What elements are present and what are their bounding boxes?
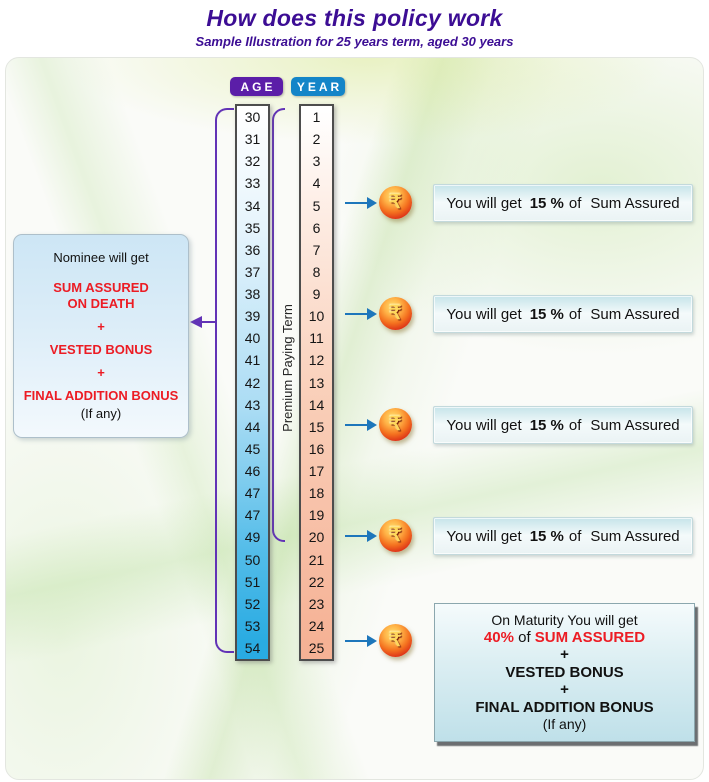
age-cell: 43 (244, 396, 261, 413)
year-cell: 13 (308, 374, 325, 391)
age-column-header: AGE (230, 77, 283, 96)
plus-sign: + (560, 681, 569, 698)
payout-text: You will get (446, 305, 522, 323)
year-cell: 9 (312, 286, 321, 303)
payout-percent: 15 % (529, 194, 564, 212)
year-cell: 10 (308, 308, 325, 325)
age-cell: 47 (244, 485, 261, 502)
payout-arrow-line (345, 535, 368, 537)
age-cell: 47 (244, 507, 261, 524)
age-cell: 49 (244, 529, 261, 546)
age-cell: 40 (244, 330, 261, 347)
age-cell: 35 (244, 219, 261, 236)
page-title: How does this policy work (206, 5, 503, 31)
payout-percent: 15 % (529, 305, 564, 323)
rupee-symbol: ₹ (389, 414, 402, 435)
rupee-coin-icon (379, 624, 412, 657)
payout-arrow-head-icon (367, 635, 377, 647)
payout-box-year-10 (433, 295, 693, 333)
rupee-symbol: ₹ (389, 303, 402, 324)
age-cell: 51 (244, 573, 261, 590)
nominee-vested-bonus: VESTED BONUS (49, 342, 153, 357)
plus-sign: + (97, 365, 105, 380)
year-cell: 21 (308, 551, 325, 568)
age-cell: 37 (244, 263, 261, 280)
maturity-if-any: (If any) (542, 716, 587, 732)
nominee-if-any: (If any) (80, 406, 122, 421)
age-cell: 31 (244, 131, 261, 148)
age-cell: 42 (244, 374, 261, 391)
year-cell: 1 (312, 109, 321, 126)
payout-of: of (568, 527, 582, 545)
year-cell: 7 (312, 241, 321, 258)
age-cell: 41 (244, 352, 261, 369)
year-column (299, 104, 334, 661)
age-cell: 50 (244, 551, 261, 568)
year-cell: 4 (312, 175, 321, 192)
age-cell: 30 (244, 109, 261, 126)
age-cell: 38 (244, 286, 261, 303)
maturity-vested-bonus: VESTED BONUS (505, 664, 624, 681)
payout-text: You will get (446, 194, 522, 212)
age-cell: 36 (244, 241, 261, 258)
payout-arrow-line (345, 640, 368, 642)
rupee-symbol: ₹ (389, 630, 402, 651)
payout-arrow-line (345, 202, 368, 204)
nominee-arrow-line (201, 321, 217, 323)
age-cell: 39 (244, 308, 261, 325)
page-subtitle: Sample Illustration for 25 years term, aged 30 years (195, 34, 514, 49)
year-cell: 22 (308, 573, 325, 590)
age-cell: 34 (244, 197, 261, 214)
maturity-sum-assured-line (484, 629, 645, 646)
year-cell: 3 (312, 153, 321, 170)
year-cell: 12 (308, 352, 325, 369)
payout-text: You will get (446, 416, 522, 434)
age-cell: 52 (244, 595, 261, 612)
payout-sum-assured: Sum Assured (590, 194, 680, 212)
payout-box-year-5 (433, 184, 693, 222)
year-cell: 18 (308, 485, 325, 502)
plus-sign: + (97, 319, 105, 334)
payout-box-year-20 (433, 517, 693, 555)
premium-paying-term-label: Premium Paying Term (280, 304, 295, 432)
year-cell: 2 (312, 131, 321, 148)
payout-arrow-head-icon (367, 419, 377, 431)
payout-of: of (568, 194, 582, 212)
age-cell: 53 (244, 617, 261, 634)
year-cell: 11 (309, 330, 324, 347)
nominee-on-death: ON DEATH (67, 296, 135, 311)
year-cell: 25 (308, 640, 325, 657)
payout-of: of (568, 305, 582, 323)
payout-arrow-head-icon (367, 308, 377, 320)
year-cell: 14 (308, 396, 325, 413)
payout-percent: 15 % (529, 527, 564, 545)
payout-of: of (568, 416, 582, 434)
rupee-coin-icon (379, 186, 412, 219)
rupee-coin-icon (379, 297, 412, 330)
year-cell: 20 (308, 529, 325, 546)
year-column-header: YEAR (291, 77, 345, 96)
year-cell: 15 (308, 418, 325, 435)
year-cell: 5 (312, 197, 321, 214)
year-cell: 16 (308, 440, 325, 457)
payout-sum-assured: Sum Assured (590, 527, 680, 545)
payout-text: You will get (446, 527, 522, 545)
diagram-canvas (5, 57, 704, 780)
year-cell: 6 (312, 219, 321, 236)
age-cell: 54 (244, 640, 261, 657)
payout-arrow-head-icon (367, 197, 377, 209)
rupee-symbol: ₹ (389, 192, 402, 213)
payout-arrow-head-icon (367, 530, 377, 542)
age-bracket (215, 108, 234, 653)
rupee-coin-icon (379, 519, 412, 552)
year-cell: 24 (308, 617, 325, 634)
nominee-sum-assured: SUM ASSURED (53, 280, 149, 295)
payout-box-year-15 (433, 406, 693, 444)
rupee-coin-icon (379, 408, 412, 441)
year-cell: 8 (312, 263, 321, 280)
maturity-of: of (518, 629, 531, 646)
age-cell: 44 (244, 418, 261, 435)
nominee-heading: Nominee will get (53, 250, 149, 265)
maturity-sum-assured: SUM ASSURED (534, 629, 646, 646)
nominee-benefit-box (13, 234, 189, 438)
age-column (235, 104, 270, 661)
maturity-final-addition-bonus: FINAL ADDITION BONUS (475, 699, 654, 716)
age-cell: 33 (244, 175, 261, 192)
payout-arrow-line (345, 313, 368, 315)
payout-percent: 15 % (529, 416, 564, 434)
age-cell: 46 (244, 463, 261, 480)
age-cell: 45 (244, 440, 261, 457)
payout-arrow-line (345, 424, 368, 426)
age-cell: 32 (244, 153, 261, 170)
payout-sum-assured: Sum Assured (590, 305, 680, 323)
plus-sign: + (560, 646, 569, 663)
maturity-percent: 40% (483, 629, 514, 646)
year-cell: 23 (308, 595, 325, 612)
year-cell: 19 (308, 507, 325, 524)
nominee-final-addition-bonus: FINAL ADDITION BONUS (23, 388, 179, 403)
payout-sum-assured: Sum Assured (590, 416, 680, 434)
maturity-benefit-box (434, 603, 695, 742)
year-cell: 17 (308, 463, 325, 480)
nominee-arrow-head-icon (190, 316, 202, 328)
rupee-symbol: ₹ (389, 525, 402, 546)
maturity-heading: On Maturity You will get (491, 612, 638, 628)
